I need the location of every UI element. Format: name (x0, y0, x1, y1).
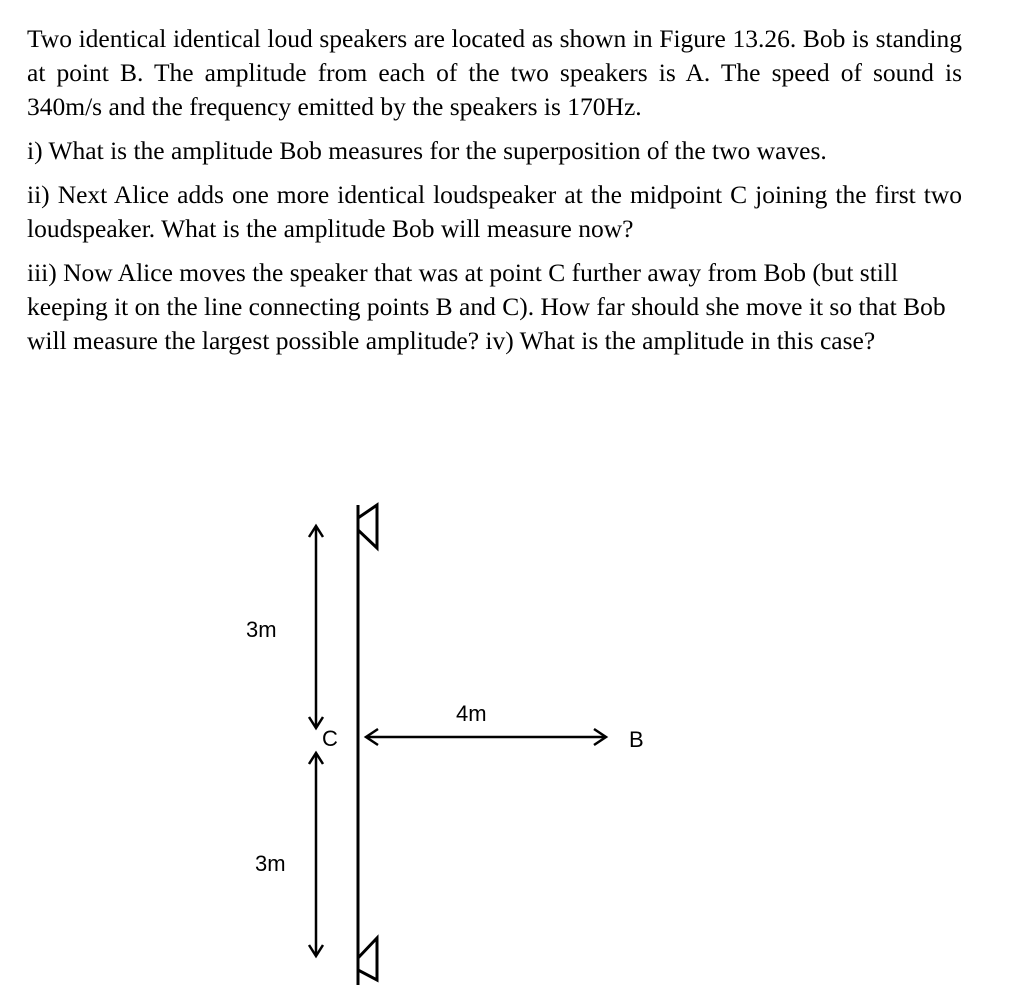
lower-distance-label: 3m (255, 851, 286, 876)
problem-paragraph-intro: Two identical identical loud speakers are located as shown in Figure 13.26. Bob is standing at point B. The amplitude from each of the two speakers is A. The speed of sound is 340m/s and the frequency emitted by the speakers is 170Hz. (27, 24, 962, 121)
horizontal-distance-label: 4m (456, 701, 487, 726)
top-speaker-icon (358, 505, 377, 548)
question-ii: ii) Next Alice adds one more identical loudspeaker at the midpoint C joining the first two loudspeaker. What is the amplitude Bob will measure now? (27, 180, 962, 243)
question-iii-iv: iii) Now Alice moves the speaker that was at point C further away from Bob (but still keeping it on the line connecting points B and C). How far should she move it so that Bob will measure the largest possible amplitude? iv) What is the amplitude in this case? (27, 258, 946, 355)
horizontal-dimension-arrow (366, 729, 606, 745)
point-c-label: C (322, 726, 338, 751)
upper-dimension-arrow (309, 526, 323, 728)
bottom-speaker-icon (358, 938, 377, 980)
point-b-label: B (629, 727, 644, 752)
question-i: i) What is the amplitude Bob measures for the superposition of the two waves. (27, 136, 827, 165)
lower-dimension-arrow (309, 753, 323, 956)
upper-distance-label: 3m (246, 617, 277, 642)
